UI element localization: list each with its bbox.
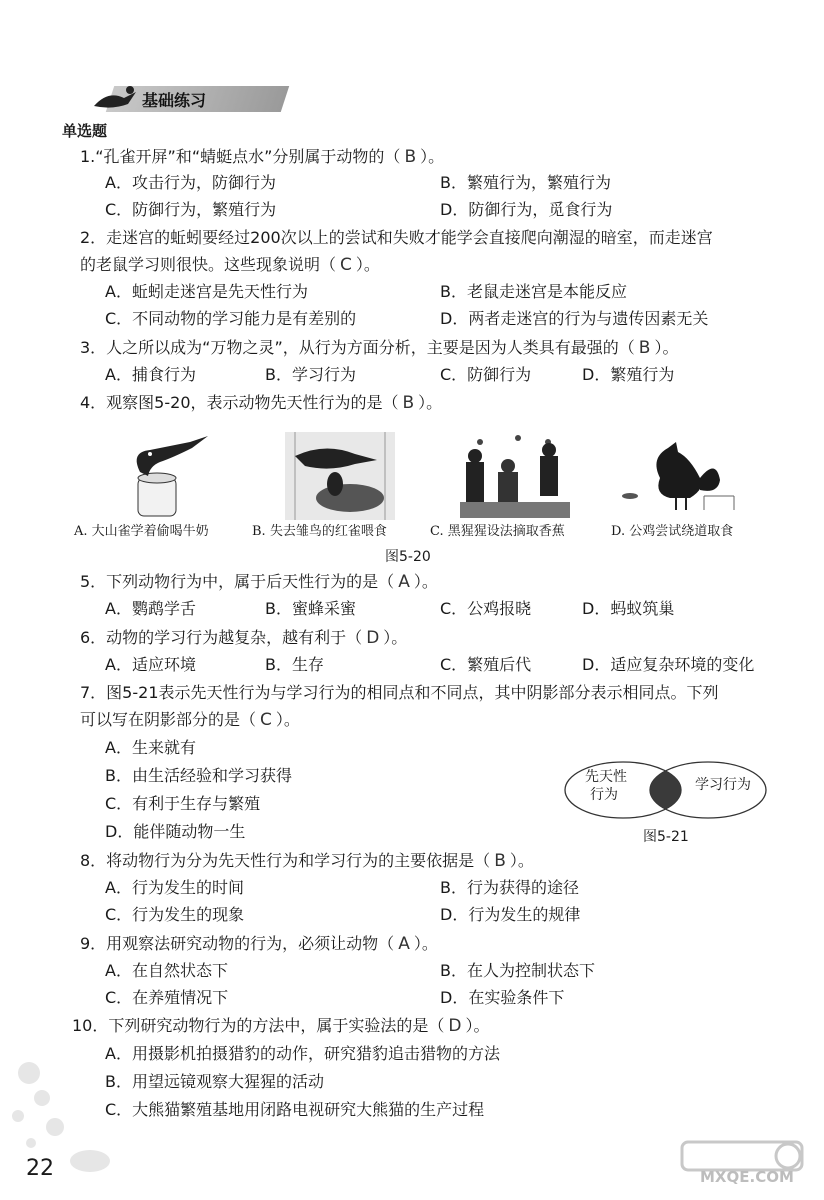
option: A．行为发生的时间 <box>105 878 244 897</box>
figure-caption: C. 黑猩猩设法摘取香蕉 <box>430 524 565 539</box>
question-7-stem: 7．图5-21表示先天性行为与学习行为的相同点和不同点，其中阴影部分表示相同点。下列 <box>80 683 719 702</box>
venn-left-label: 先天性 <box>585 769 627 785</box>
section-title: 基础练习 <box>142 91 207 110</box>
option: B．生存 <box>265 655 324 674</box>
rooster-detour-illustration <box>620 438 740 520</box>
question-2-stem-cont: 的老鼠学习则很快。这些现象说明（ C ）。 <box>80 255 380 275</box>
handwritten-answer: A <box>398 572 410 592</box>
chimpanzee-banana-illustration <box>458 432 578 520</box>
option: B．由生活经验和学习获得 <box>105 766 292 785</box>
figure-label: 图5-21 <box>643 829 689 845</box>
cardinal-feeding-fish-illustration <box>285 432 395 520</box>
option: C．防御行为 <box>440 365 532 384</box>
option: B．蜜蜂采蜜 <box>265 599 356 618</box>
handwritten-answer: C <box>340 255 352 275</box>
option: B．在人为控制状态下 <box>440 961 595 980</box>
option: C．有利于生存与繁殖 <box>105 794 261 813</box>
question-9-stem: 9．用观察法研究动物的行为，必须让动物（ A ）。 <box>80 934 438 954</box>
option: B．老鼠走迷宫是本能反应 <box>440 282 627 301</box>
option: B．学习行为 <box>265 365 356 384</box>
bird-drinking-milk-illustration <box>120 432 220 520</box>
section-header <box>90 80 290 116</box>
handwritten-answer: A <box>398 934 410 954</box>
option: D．两者走迷宫的行为与遗传因素无关 <box>440 309 709 328</box>
option: C．在养殖情况下 <box>105 988 229 1007</box>
handwritten-answer: B <box>404 147 417 167</box>
option: C．大熊猫繁殖基地用闭路电视研究大熊猫的生产过程 <box>105 1100 485 1119</box>
option: D．繁殖行为 <box>582 365 675 384</box>
option: A．鹦鹉学舌 <box>105 599 196 618</box>
option: C．行为发生的现象 <box>105 905 245 924</box>
option: A．在自然状态下 <box>105 961 228 980</box>
option: A．适应环境 <box>105 655 196 674</box>
option: D．适应复杂环境的变化 <box>582 655 755 674</box>
question-10-stem: 10．下列研究动物行为的方法中，属于实验法的是（ D ）。 <box>72 1016 490 1036</box>
figure-label: 图5-20 <box>385 549 431 565</box>
question-2-stem: 2．走迷宫的蚯蚓要经过200次以上的尝试和失败才能学会直接爬向潮湿的暗室，而走迷宫 <box>80 228 713 247</box>
question-1-stem: 1.“孔雀开屏”和“蜻蜓点水”分别属于动物的（ B ）。 <box>80 147 445 167</box>
option: A．捕食行为 <box>105 365 196 384</box>
runner-logo-icon <box>90 84 140 114</box>
handwritten-answer: C <box>260 710 272 730</box>
question-7-stem-cont: 可以写在阴影部分的是（ C ）。 <box>80 710 300 730</box>
question-6-stem: 6．动物的学习行为越复杂，越有利于（ D ）。 <box>80 628 408 648</box>
handwritten-answer: B <box>638 338 651 358</box>
watermark-logo <box>680 1140 810 1190</box>
option: B．用望远镜观察大猩猩的活动 <box>105 1072 324 1091</box>
option: C．不同动物的学习能力是有差别的 <box>105 309 357 328</box>
figure-caption: B. 失去雏鸟的红雀喂食 <box>252 524 387 539</box>
venn-right-label: 学习行为 <box>695 777 751 793</box>
handwritten-answer: B <box>402 393 415 413</box>
option: D．防御行为，觅食行为 <box>440 200 613 219</box>
option: A．蚯蚓走迷宫是先天性行为 <box>105 282 308 301</box>
handwritten-answer: D <box>366 628 380 648</box>
option: C．繁殖后代 <box>440 655 532 674</box>
option: A．攻击行为，防御行为 <box>105 173 276 192</box>
handwritten-answer: D <box>448 1016 462 1036</box>
option: D．行为发生的规律 <box>440 905 581 924</box>
option: D．能伴随动物一生 <box>105 822 246 841</box>
question-5-stem: 5．下列动物行为中，属于后天性行为的是（ A ）。 <box>80 572 438 592</box>
figure-caption: D. 公鸡尝试绕道取食 <box>611 524 734 539</box>
option: C．公鸡报晓 <box>440 599 532 618</box>
page-number: 22 <box>26 1156 54 1181</box>
option: D．在实验条件下 <box>440 988 565 1007</box>
question-3-stem: 3．人之所以成为“万物之灵”，从行为方面分析，主要是因为人类具有最强的（ B ）。 <box>80 338 679 358</box>
option: D．蚂蚁筑巢 <box>582 599 675 618</box>
figure-caption: A. 大山雀学着偷喝牛奶 <box>74 524 209 539</box>
venn-left-label-2: 行为 <box>590 787 618 803</box>
question-4-stem: 4．观察图5-20，表示动物先天性行为的是（ B ）。 <box>80 393 443 413</box>
option: B．繁殖行为，繁殖行为 <box>440 173 611 192</box>
watermark-text: MXQE.COM <box>700 1168 794 1186</box>
option: A．生来就有 <box>105 738 196 757</box>
question-category: 单选题 <box>62 122 108 140</box>
handwritten-answer: B <box>494 851 506 871</box>
question-8-stem: 8．将动物行为分为先天性行为和学习行为的主要依据是（ B ）。 <box>80 851 534 871</box>
option: C．防御行为，繁殖行为 <box>105 200 277 219</box>
option: B．行为获得的途径 <box>440 878 579 897</box>
option: A．用摄影机拍摄猎豹的动作，研究猎豹追击猎物的方法 <box>105 1044 500 1063</box>
